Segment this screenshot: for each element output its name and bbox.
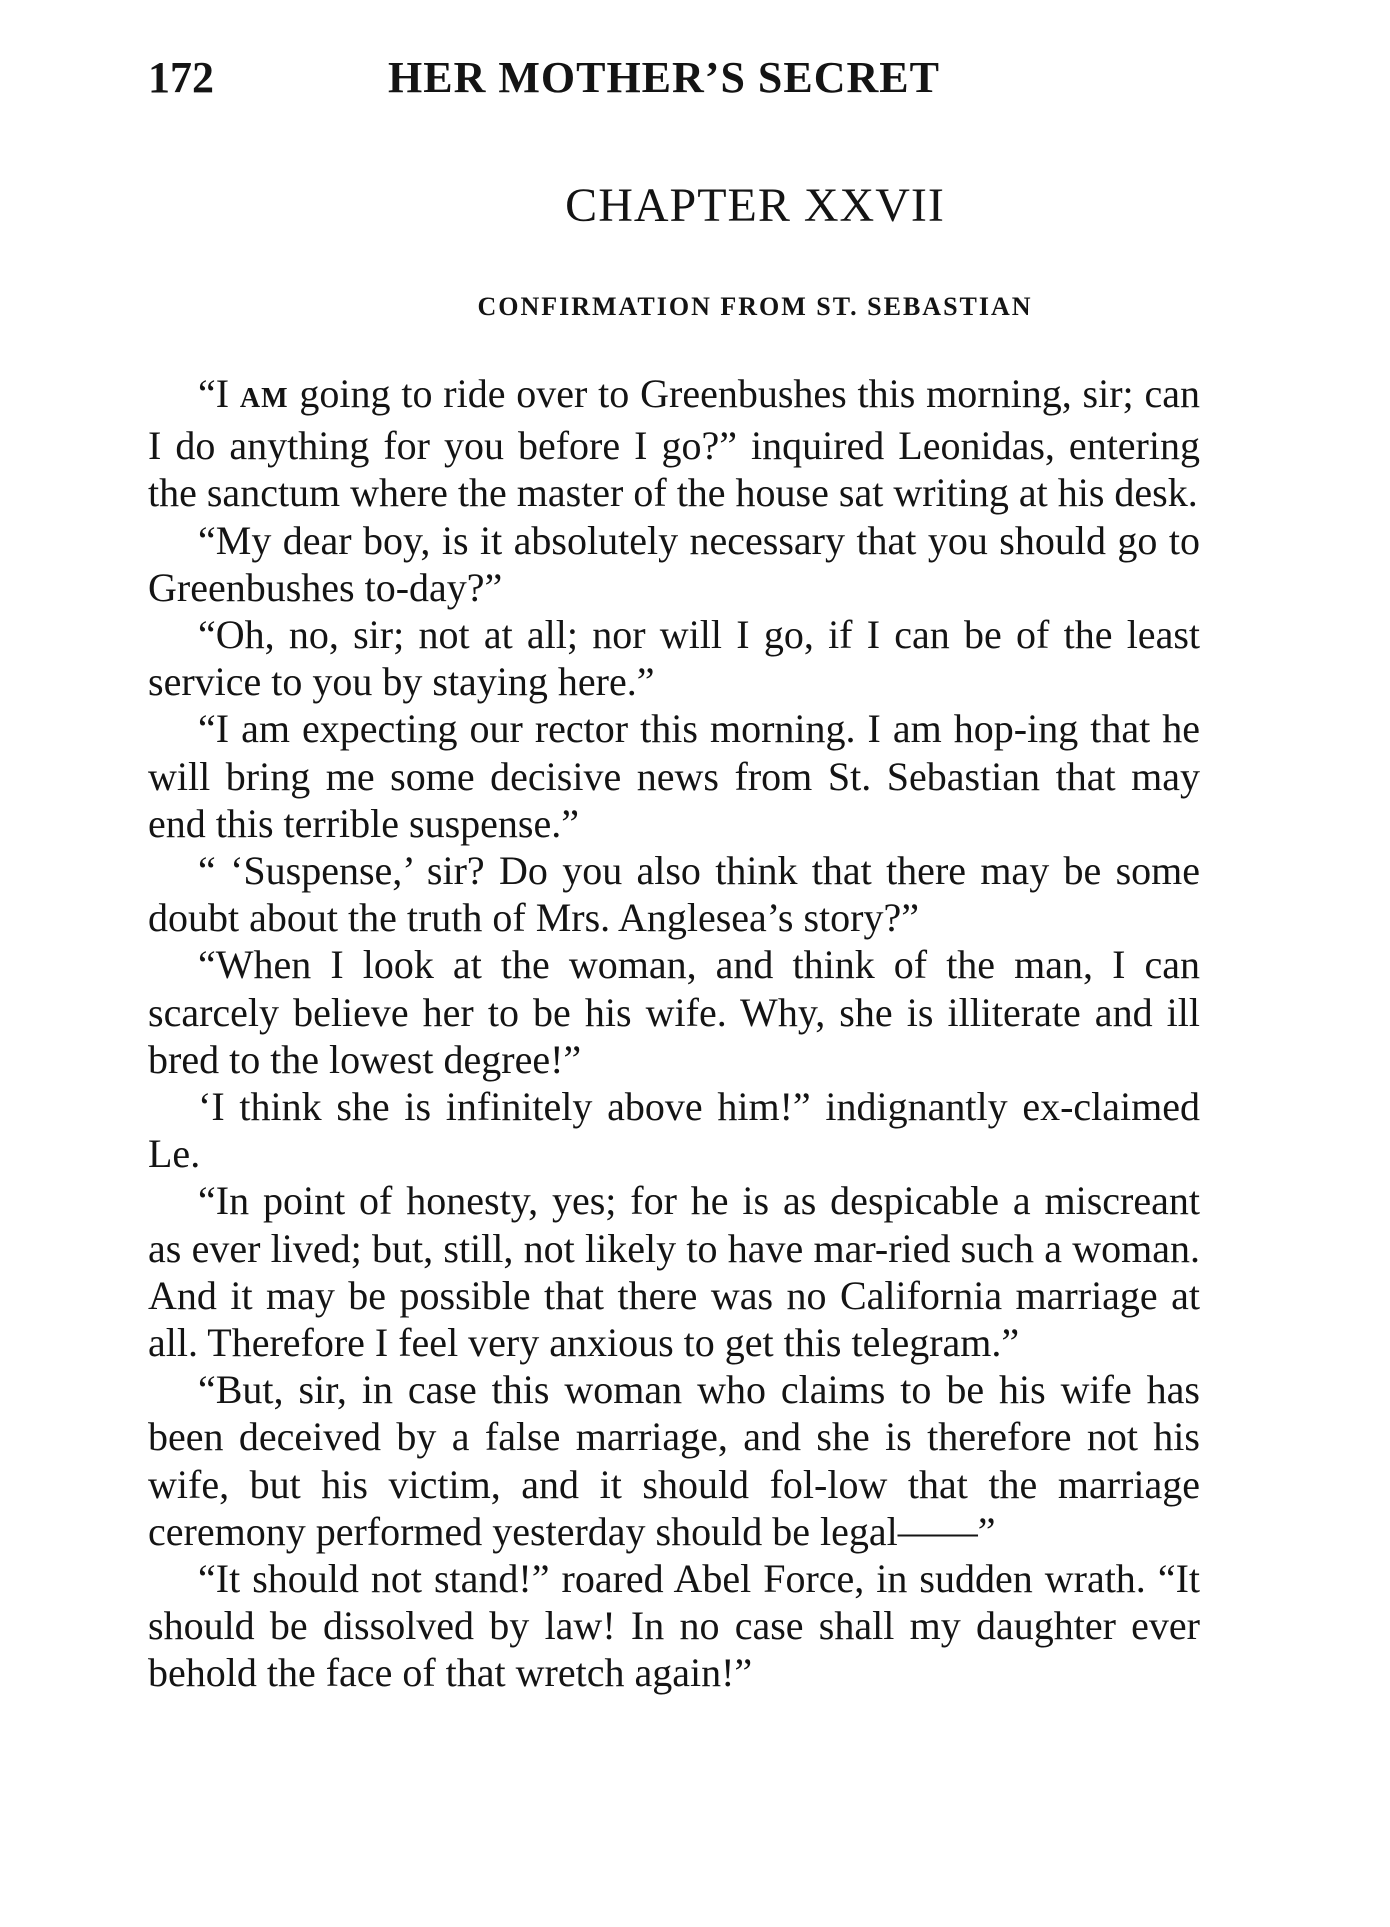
chapter-heading: CHAPTER XXVII bbox=[565, 179, 945, 232]
paragraph-9: “But, sir, in case this woman who claims to be his wife has been deceived by a false marriage, and she is therefore not his wife, but his victim, and it should fol-low that the marriage ceremony performed yesterday should be legal——” bbox=[148, 1367, 1200, 1554]
paragraph-1-text: going to ride over to Greenbushes this morning, sir; can I do anything for you before I go?” inquired Leonidas, entering the sanctum where the master of the house sat writing at his desk. bbox=[148, 371, 1200, 516]
paragraph-7: ‘I think she is infinitely above him!” indignantly ex-claimed Le. bbox=[148, 1084, 1200, 1177]
book-title: HER MOTHER’S SECRET bbox=[388, 53, 940, 102]
running-head bbox=[148, 52, 1208, 112]
chapter-subtitle: CONFIRMATION FROM ST. SEBASTIAN bbox=[477, 292, 1033, 321]
page-number: 172 bbox=[148, 53, 214, 102]
paragraph-4: “I am expecting our rector this morning. I am hop-ing that he will bring me some decisive news from St. Sebastian that may end this terrible suspense.” bbox=[148, 706, 1200, 846]
paragraph-6: “When I look at the woman, and think of the man, I can scarcely believe her to be his wife. Why, she is illiterate and ill bred to the lowest degree!” bbox=[148, 942, 1200, 1082]
paragraph-8: “In point of honesty, yes; for he is as despicable a miscreant as ever lived; but, still, not likely to have mar-ried such a woman. And it may be possible that there was no California marriage at all. Therefore I feel very anxious to get this telegram.” bbox=[148, 1178, 1200, 1366]
chapter-body bbox=[148, 370, 1200, 1697]
paragraph-1 bbox=[148, 370, 1200, 517]
paragraph-1-smallcaps: AM bbox=[239, 383, 289, 414]
paragraph-5: “ ‘Suspense,’ sir? Do you also think that there may be some doubt about the truth of Mrs. Anglesea’s story?” bbox=[148, 848, 1200, 941]
paragraph-3: “Oh, no, sir; not at all; nor will I go, if I can be of the least service to you by staying here.” bbox=[148, 612, 1200, 705]
paragraph-1-opening: “I bbox=[198, 371, 240, 416]
paragraph-2: “My dear boy, is it absolutely necessary that you should go to Greenbushes to-day?” bbox=[148, 517, 1200, 610]
paragraph-10: “It should not stand!” roared Abel Force, in sudden wrath. “It should be dissolved by law! In no case shall my daughter ever behold the face of that wretch again!” bbox=[148, 1556, 1200, 1696]
